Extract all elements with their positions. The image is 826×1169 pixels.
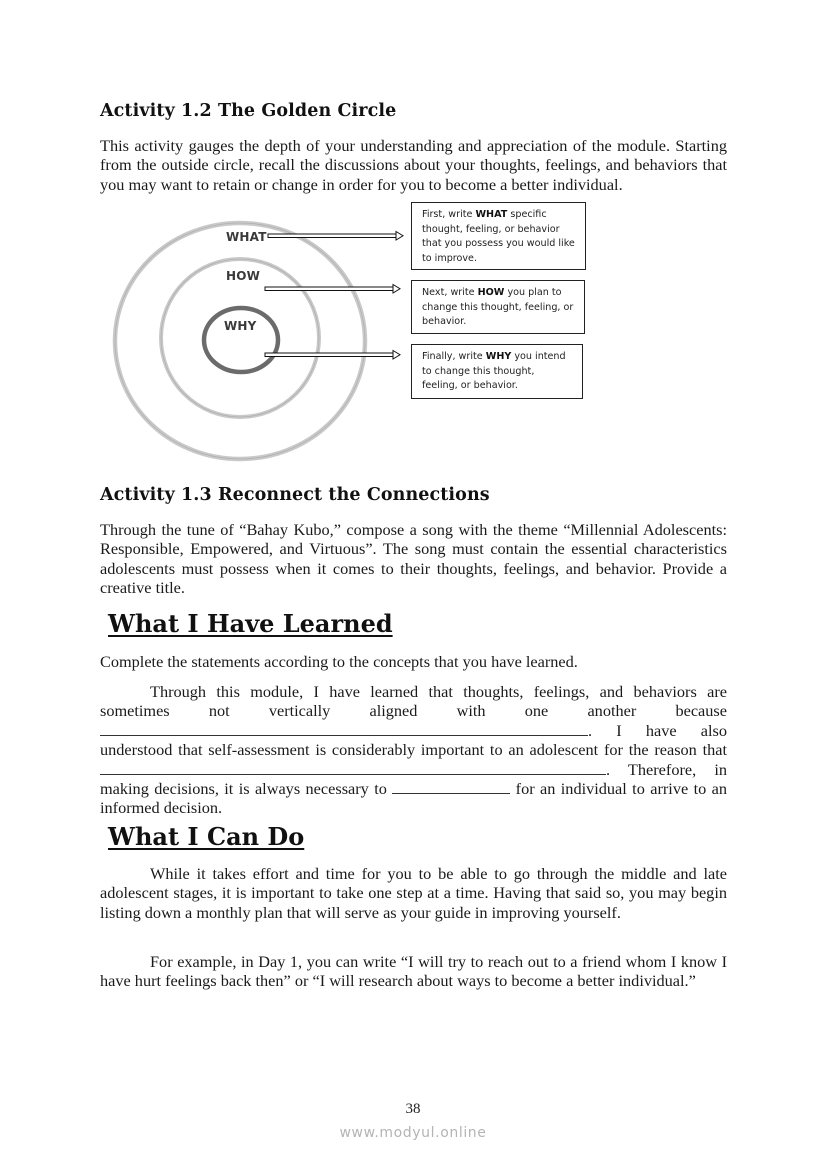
blank-because[interactable] [100, 722, 588, 736]
statement-part-2: . I have also understood that self-assessment is considerably important to an adolescent for the reason that [100, 720, 727, 760]
learned-statement [100, 682, 727, 818]
what-i-have-learned-heading: What I Have Learned [108, 609, 393, 638]
callout-why-pre: Finally, write [422, 351, 486, 362]
blank-reason-that[interactable] [100, 761, 606, 775]
statement-part-4: for an individual to arrive to an informed decision. [100, 779, 727, 818]
callout-what-pre: First, write [422, 209, 476, 220]
what-ring [115, 223, 365, 459]
can-do-paragraph-2: For example, in Day 1, you can write “I will try to reach out to a friend whom I know I have hurt feelings back then” or “I will research about ways to become a better individual.” [100, 952, 727, 991]
callout-how-keyword: HOW [477, 287, 505, 298]
arrow-how [265, 285, 400, 294]
arrow-why [265, 351, 400, 360]
callout-what-post: specific thought, feeling, or behavior that you possess you would like to improve. [422, 209, 575, 264]
callout-what-keyword: WHAT [475, 209, 508, 220]
callout-why-post: you intend to change this thought, feeling, or behavior. [422, 351, 566, 392]
activity-1-2-intro: This activity gauges the depth of your understanding and appreciation of the module. Starting from the outside circle, recall the discussions about your thoughts, feelings, and behaviors that you may want to retain or change in order for you to become a better individual. [100, 136, 727, 194]
ring-label-how: HOW [226, 269, 261, 283]
page-number: 38 [405, 1101, 421, 1117]
callout-how-post: you plan to change this thought, feeling, or behavior. [422, 287, 574, 328]
arrow-what [268, 232, 403, 241]
ring-label-what: WHAT [226, 230, 267, 244]
activity-1-3-heading: Activity 1.3 Reconnect the Connections [100, 485, 490, 505]
callout-how-pre: Next, write [422, 287, 478, 298]
activity-1-3-body: Through the tune of “Bahay Kubo,” compose a song with the theme “Millennial Adolescents: Responsible, Empowered, and Virtuous”. The song must contain the essential characteristics adolescents must possess when it comes to their thoughts, feelings, and behavior. Provide a creative title. [100, 520, 727, 598]
blank-necessary-to[interactable] [392, 780, 510, 794]
what-i-can-do-heading: What I Can Do [108, 822, 305, 851]
activity-1-2-heading: Activity 1.2 The Golden Circle [100, 101, 397, 121]
watermark-link[interactable]: www.modyul.online [339, 1125, 487, 1141]
why-ring [204, 308, 278, 372]
statement-part-1: Through this module, I have learned that thoughts, feelings, and behaviors are sometimes not vertically aligned with one another because [100, 682, 727, 721]
learned-instruction: Complete the statements according to the concepts that you have learned. [100, 652, 578, 671]
ring-label-why: WHY [224, 319, 257, 333]
callout-how [411, 280, 585, 334]
callout-why-keyword: WHY [485, 351, 512, 362]
callout-what [411, 202, 586, 270]
can-do-paragraph-1: While it takes effort and time for you to be able to go through the middle and late adolescent stages, it is important to take one step at a time. Having that said so, you may begin listing down a monthly plan that will serve as your guide in improving yourself. [100, 864, 727, 922]
callout-why [411, 344, 583, 399]
statement-part-3: . Therefore, in making decisions, it is always necessary to [100, 759, 727, 799]
